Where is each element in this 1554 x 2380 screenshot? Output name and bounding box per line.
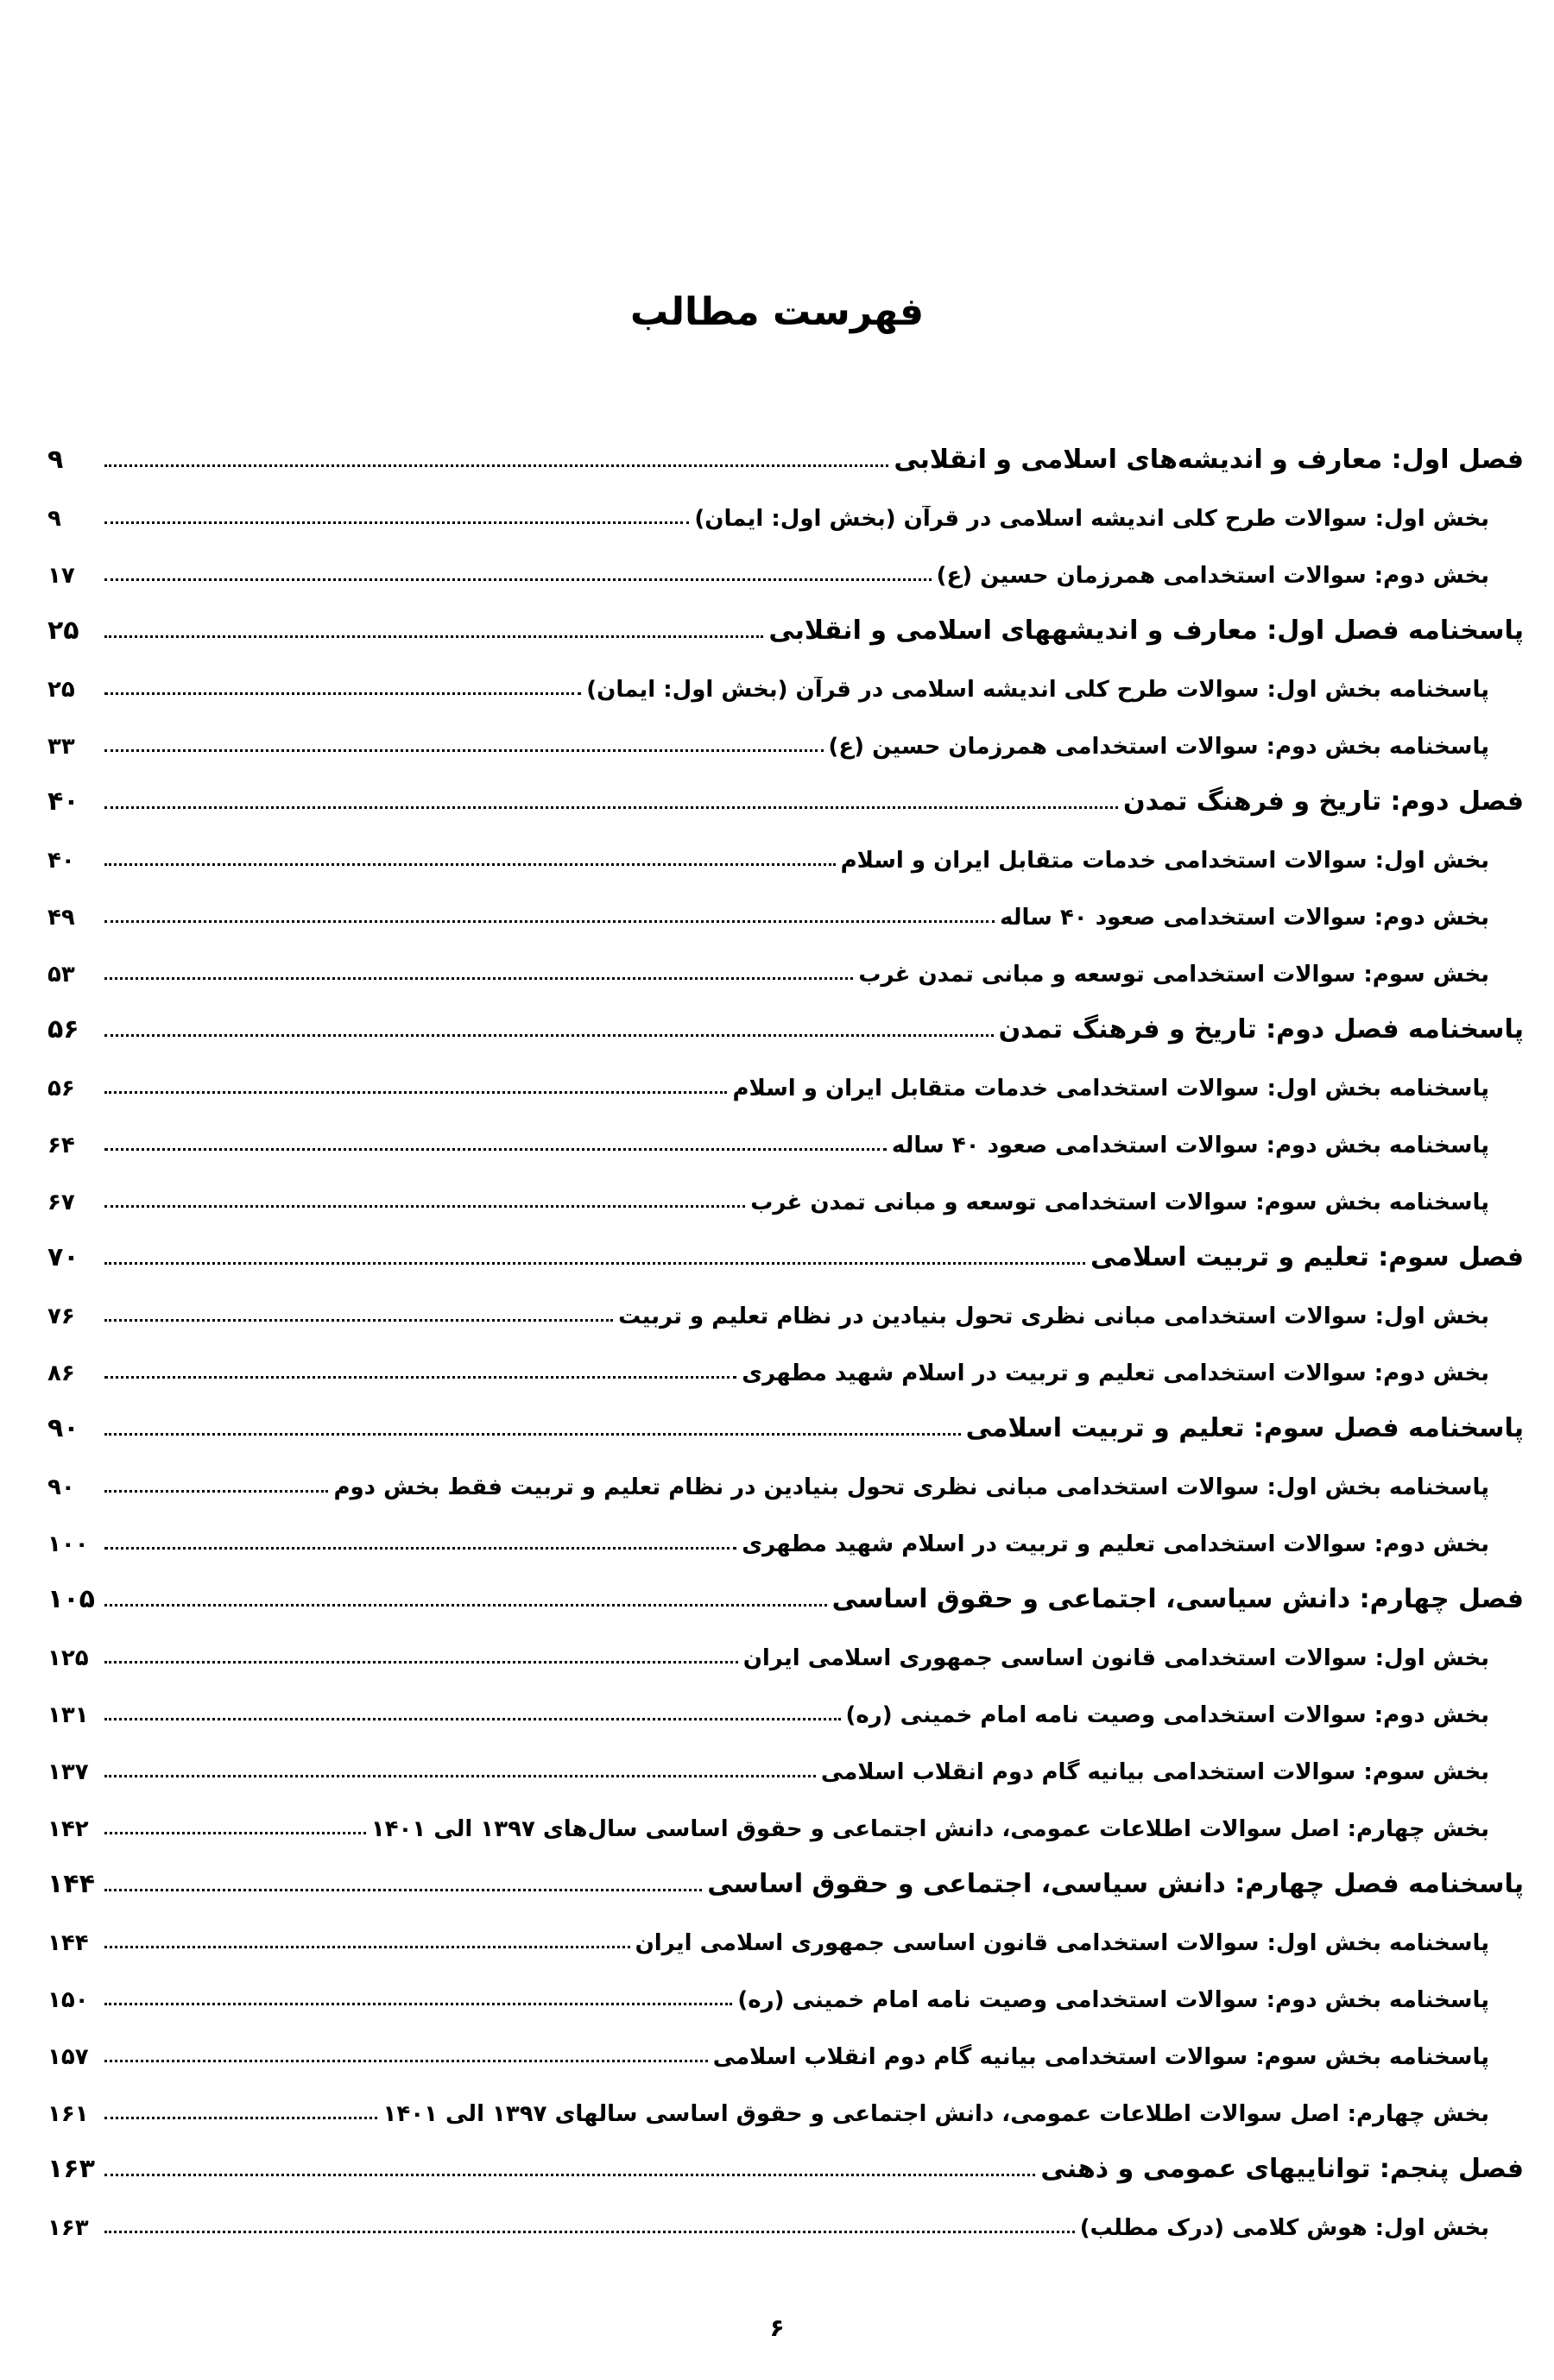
toc-entry-title: فصل چهارم: دانش سیاسی، اجتماعی و حقوق اساسی xyxy=(831,1584,1524,1614)
dot-leader xyxy=(104,1889,702,1891)
toc-chapter-entry xyxy=(47,589,1524,646)
dot-leader xyxy=(104,1775,816,1777)
toc-section-entry xyxy=(47,1329,1524,1386)
toc-entry-page-number: ۹ xyxy=(47,445,64,475)
toc-section-entry xyxy=(47,1728,1524,1785)
toc-entry-title: بخش اول: سوالات طرح کلی اندیشه اسلامی در قرآن (بخش اول: ایمان) xyxy=(694,506,1489,532)
toc-entry-page-number: ۴۰ xyxy=(47,786,79,817)
toc-section-entry xyxy=(47,703,1524,760)
toc-entry-title: پاسخنامه بخش اول: سوالات استخدامی قانون اساسی جمهوری اسلامی ایران xyxy=(635,1930,1489,1956)
toc-entry-page-number: ۱۴۴ xyxy=(47,1930,89,1956)
toc-entry-title: فصل پنجم: تواناییهای عمومی و ذهنی xyxy=(1040,2154,1524,2184)
toc-section-entry xyxy=(47,1158,1524,1215)
toc-entry-title: بخش سوم: سوالات استخدامی توسعه و مبانی تمدن غرب xyxy=(858,962,1489,988)
toc-entry-title: پاسخنامه فصل اول: معارف و اندیشههای اسلامی و انقلابی xyxy=(768,616,1524,646)
toc-entry-title: بخش اول: سوالات استخدامی خدمات متقابل ایران و اسلام xyxy=(840,848,1489,874)
toc-entry-title: بخش چهارم: اصل سوالات اطلاعات عمومی، دانش اجتماعی و حقوق اساسی سال‌های ۱۳۹۷ الی ۱۴۰۱ xyxy=(370,1816,1489,1842)
dot-leader xyxy=(104,1148,887,1151)
toc-entry-title: بخش اول: هوش کلامی (درک مطلب) xyxy=(1079,2215,1489,2241)
toc-section-entry xyxy=(47,1785,1524,1842)
toc-section-entry xyxy=(47,1045,1524,1102)
toc-entry-title: پاسخنامه بخش اول: سوالات طرح کلی اندیشه اسلامی در قرآن (بخش اول: ایمان) xyxy=(586,677,1489,703)
dot-leader xyxy=(104,806,1118,809)
toc-entry-page-number: ۶۴ xyxy=(47,1133,75,1158)
toc-entry-title: بخش چهارم: اصل سوالات اطلاعات عمومی، دانش اجتماعی و حقوق اساسی سالهای ۱۳۹۷ الی ۱۴۰۱ xyxy=(382,2101,1489,2127)
dot-leader xyxy=(104,1718,841,1720)
dot-leader xyxy=(104,1490,328,1493)
dot-leader xyxy=(104,1319,613,1322)
dot-leader xyxy=(104,1433,961,1436)
toc-chapter-entry xyxy=(47,1215,1524,1272)
dot-leader xyxy=(104,1034,994,1037)
toc-entry-page-number: ۶۷ xyxy=(47,1190,75,1215)
toc-section-entry xyxy=(47,874,1524,931)
toc-entry-page-number: ۱۶۳ xyxy=(47,2215,89,2241)
toc-section-entry xyxy=(47,1671,1524,1728)
toc-entry-page-number: ۵۶ xyxy=(47,1014,79,1045)
dot-leader xyxy=(104,2060,708,2062)
dot-leader xyxy=(104,2003,732,2005)
toc-chapter-entry xyxy=(47,2127,1524,2184)
dot-leader xyxy=(104,1547,736,1550)
toc-entry-title: پاسخنامه فصل سوم: تعلیم و تربیت اسلامی xyxy=(965,1413,1524,1443)
toc-entry-page-number: ۱۲۵ xyxy=(47,1645,89,1671)
toc-section-entry xyxy=(47,1956,1524,2013)
toc-section-entry xyxy=(47,1500,1524,1557)
toc-entry-page-number: ۷۰ xyxy=(47,1242,79,1272)
toc-entry-title: پاسخنامه بخش سوم: سوالات استخدامی بیانیه گام دوم انقلاب اسلامی xyxy=(712,2044,1489,2070)
table-of-contents xyxy=(47,418,1524,2241)
dot-leader xyxy=(104,2231,1075,2233)
toc-entry-title: پاسخنامه بخش سوم: سوالات استخدامی توسعه و مبانی تمدن غرب xyxy=(750,1190,1489,1215)
toc-entry-title: بخش اول: سوالات استخدامی قانون اساسی جمهوری اسلامی ایران xyxy=(742,1645,1489,1671)
toc-entry-page-number: ۴۹ xyxy=(47,905,75,931)
toc-entry-page-number: ۵۶ xyxy=(47,1076,75,1102)
toc-entry-title: پاسخنامه بخش اول: سوالات استخدامی خدمات متقابل ایران و اسلام xyxy=(732,1076,1489,1102)
toc-chapter-entry xyxy=(47,1842,1524,1899)
toc-entry-title: پاسخنامه بخش دوم: سوالات استخدامی صعود ۴۰ ساله xyxy=(891,1133,1489,1158)
toc-entry-page-number: ۱۴۴ xyxy=(47,1869,95,1899)
toc-entry-page-number: ۲۵ xyxy=(47,616,79,646)
toc-entry-title: فصل اول: معارف و اندیشه‌های اسلامی و انقلابی xyxy=(894,445,1524,475)
toc-section-entry xyxy=(47,1614,1524,1671)
toc-entry-title: پاسخنامه بخش اول: سوالات استخدامی مبانی نظری تحول بنیادین در نظام تعلیم و تربیت فقط بخش دوم xyxy=(333,1474,1489,1500)
toc-entry-page-number: ۱۵۰ xyxy=(47,1987,89,2013)
toc-entry-page-number: ۱۰۵ xyxy=(47,1584,95,1614)
page-number: ۶ xyxy=(769,2314,785,2342)
toc-entry-page-number: ۲۵ xyxy=(47,677,75,703)
toc-section-entry xyxy=(47,1272,1524,1329)
toc-section-entry xyxy=(47,1102,1524,1158)
dot-leader xyxy=(104,1376,736,1379)
toc-entry-title: پاسخنامه فصل چهارم: دانش سیاسی، اجتماعی و حقوق اساسی xyxy=(707,1869,1524,1899)
toc-entry-title: بخش دوم: سوالات استخدامی همرزمان حسین (ع) xyxy=(936,563,1489,589)
toc-chapter-entry xyxy=(47,988,1524,1045)
toc-entry-page-number: ۱۵۷ xyxy=(47,2044,89,2070)
toc-section-entry xyxy=(47,817,1524,874)
toc-entry-title: پاسخنامه فصل دوم: تاریخ و فرهنگ تمدن xyxy=(998,1014,1524,1045)
dot-leader xyxy=(104,1262,1085,1265)
toc-entry-page-number: ۸۶ xyxy=(47,1360,75,1386)
toc-section-entry xyxy=(47,2184,1524,2241)
toc-entry-title: بخش سوم: سوالات استخدامی بیانیه گام دوم انقلاب اسلامی xyxy=(820,1759,1489,1785)
dot-leader xyxy=(104,1946,630,1948)
dot-leader xyxy=(104,635,763,638)
toc-section-entry xyxy=(47,475,1524,532)
toc-entry-title: بخش دوم: سوالات استخدامی تعلیم و تربیت در اسلام شهید مطهری xyxy=(742,1531,1489,1557)
dot-leader xyxy=(104,2117,377,2119)
toc-chapter-entry xyxy=(47,1557,1524,1614)
toc-entry-page-number: ۷۶ xyxy=(47,1304,75,1329)
dot-leader xyxy=(104,1604,827,1607)
toc-entry-title: بخش دوم: سوالات استخدامی وصیت نامه امام خمینی (ره) xyxy=(845,1702,1489,1728)
dot-leader xyxy=(104,863,836,866)
dot-leader xyxy=(104,1832,366,1834)
toc-chapter-entry xyxy=(47,1386,1524,1443)
toc-section-entry xyxy=(47,1899,1524,1956)
toc-entry-page-number: ۹ xyxy=(47,506,61,532)
toc-entry-page-number: ۹۰ xyxy=(47,1474,75,1500)
dot-leader xyxy=(104,578,932,581)
toc-entry-page-number: ۵۳ xyxy=(47,962,75,988)
toc-entry-title: فصل دوم: تاریخ و فرهنگ تمدن xyxy=(1123,786,1524,817)
toc-entry-title: بخش اول: سوالات استخدامی مبانی نظری تحول بنیادین در نظام تعلیم و تربیت xyxy=(618,1304,1489,1329)
toc-entry-page-number: ۹۰ xyxy=(47,1413,79,1443)
dot-leader xyxy=(104,692,581,695)
dot-leader xyxy=(104,464,888,467)
toc-entry-title: بخش دوم: سوالات استخدامی تعلیم و تربیت در اسلام شهید مطهری xyxy=(742,1360,1489,1386)
toc-entry-title: بخش دوم: سوالات استخدامی صعود ۴۰ ساله xyxy=(999,905,1489,931)
toc-section-entry xyxy=(47,532,1524,589)
toc-entry-title: پاسخنامه بخش دوم: سوالات استخدامی همرزمان حسین (ع) xyxy=(828,734,1489,760)
toc-entry-page-number: ۱۶۱ xyxy=(47,2101,89,2127)
dot-leader xyxy=(104,920,995,923)
toc-entry-page-number: ۱۰۰ xyxy=(47,1531,89,1557)
toc-entry-page-number: ۱۶۳ xyxy=(47,2154,95,2184)
toc-section-entry xyxy=(47,931,1524,988)
toc-entry-page-number: ۱۷ xyxy=(47,563,75,589)
toc-entry-page-number: ۴۰ xyxy=(47,848,75,874)
toc-section-entry xyxy=(47,2013,1524,2070)
toc-section-entry xyxy=(47,1443,1524,1500)
dot-leader xyxy=(104,1091,727,1094)
toc-entry-title: پاسخنامه بخش دوم: سوالات استخدامی وصیت نامه امام خمینی (ره) xyxy=(737,1987,1489,2013)
dot-leader xyxy=(104,977,853,980)
dot-leader xyxy=(104,1205,745,1208)
toc-entry-page-number: ۳۳ xyxy=(47,734,75,760)
toc-entry-page-number: ۱۳۷ xyxy=(47,1759,89,1785)
dot-leader xyxy=(104,1661,738,1663)
toc-section-entry xyxy=(47,646,1524,703)
toc-chapter-entry xyxy=(47,418,1524,475)
dot-leader xyxy=(104,2174,1035,2176)
toc-section-entry xyxy=(47,2070,1524,2127)
dot-leader xyxy=(104,749,824,752)
toc-chapter-entry xyxy=(47,760,1524,817)
dot-leader xyxy=(104,521,689,524)
toc-entry-page-number: ۱۴۲ xyxy=(47,1816,89,1842)
toc-entry-page-number: ۱۳۱ xyxy=(47,1702,89,1728)
page-title: فهرست مطالب xyxy=(629,290,925,334)
toc-entry-title: فصل سوم: تعلیم و تربیت اسلامی xyxy=(1090,1242,1524,1272)
